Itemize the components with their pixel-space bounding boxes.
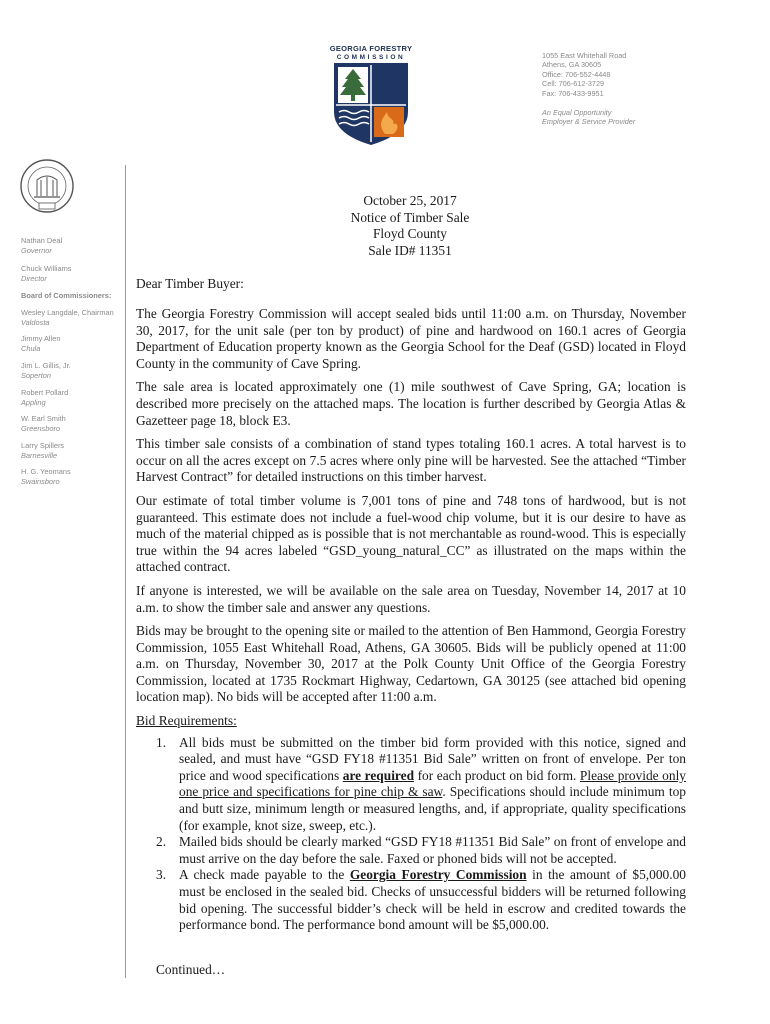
logo-name-line1: GEORGIA FORESTRY [329, 44, 413, 53]
commissioner-name: Wesley Langdale, Chairman [21, 308, 114, 317]
board-heading: Board of Commissioners: [21, 291, 112, 300]
commissioner-name: Jim L. Gillis, Jr. [21, 361, 71, 370]
body-paragraph: This timber sale consists of a combination of stand types totaling 160.1 acres. A total harvest is to occur on all the acres except on 7.5 acres where only pine will be harvested. See the attached “Timber Harvest Contract” for detailed instructions on this timber harvest. [136, 436, 686, 485]
bid-requirements-heading: Bid Requirements: [136, 713, 237, 729]
commissioner-place: Barnesville [21, 450, 58, 460]
requirement-text: A check made payable to the [179, 867, 350, 883]
address-street: 1055 East Whitehall Road [542, 51, 627, 60]
requirement-item [136, 735, 686, 835]
governor-name: Nathan Deal [21, 236, 63, 245]
requirement-number: 1. [156, 734, 167, 750]
bid-requirements-list [136, 735, 686, 934]
governor-entry [21, 236, 62, 255]
commissioner-name: Jimmy Allen [21, 334, 61, 343]
body-paragraph: The sale area is located approximately one (1) mile southwest of Cave Spring, GA; location is described more precisely on the attached maps. The location is further described by Georgia Atlas & Gazetteer page 18, block E3. [136, 379, 686, 428]
notice-header [300, 193, 520, 259]
requirement-item [136, 867, 686, 933]
commissioner-entry [21, 334, 60, 353]
commissioner-name: Larry Spillers [21, 441, 65, 450]
notice-county: Floyd County [372, 226, 448, 241]
commissioner-place: Soperton [21, 370, 51, 380]
georgia-state-seal [19, 158, 75, 214]
body-paragraph: If anyone is interested, we will be available on the sale area on Tuesday, November 14, 2017 at 10 a.m. to show the timber sale and answer any questions. [136, 582, 686, 615]
sidebar-divider [125, 165, 126, 978]
requirement-emphasis: are required [342, 767, 415, 783]
commissioner-entry [21, 388, 68, 407]
commissioner-place: Valdosta [21, 317, 50, 327]
sale-id: Sale ID# 11351 [368, 242, 452, 258]
commissioner-name: H. G. Yeomans [21, 467, 71, 476]
commissioner-entry [21, 414, 66, 433]
requirement-text: Mailed bids should be clearly marked “GSD FY18 #11351 Bid Sale” on front of envelope and must arrive on the day before the sale. Faxed or phoned bids will not be accepted. [179, 834, 686, 866]
commissioner-place: Appling [21, 397, 46, 407]
body-paragraph: The Georgia Forestry Commission will accept sealed bids until 11:00 a.m. on Thursday, November 30, 2017, for the unit sale (per ton by product) of pine and hardwood on 160.1 acres of Georgia Department of Education property known as the Georgia School for the Deaf (GSD) located in Floyd County in the community of Cave Spring. [136, 306, 686, 371]
letter-date: October 25, 2017 [363, 193, 457, 208]
commissioner-name: W. Earl Smith [21, 414, 66, 423]
letter-body [136, 306, 686, 934]
requirement-text: for each product on bid form. [414, 767, 580, 783]
requirement-number: 3. [156, 867, 167, 883]
director-name: Chuck Williams [21, 264, 72, 273]
address-fax: Fax: 706-433-9951 [542, 88, 604, 98]
requirement-underlined: Please provide only one price and specifications for pine chip & saw [179, 767, 686, 800]
address-cell-phone: Cell: 706-612-3729 [542, 79, 605, 89]
logo-name-line2: COMMISSION [336, 54, 406, 61]
requirement-text: All bids must be submitted on the timber bid form provided with this notice, signed and sealed, and must have “GSD FY18 #11351 Bid Sale” written on front of envelope. Per ton price and wood specifications [179, 734, 686, 783]
director-entry [21, 264, 72, 283]
requirement-text: . Specifications should include minimum top and butt size, minimum length or measured lengths, and, if appropriate, quality specifications (for example, knot size, sweep, etc.). [179, 784, 686, 833]
payee-name: Georgia Forestry Commission [349, 867, 527, 883]
forestry-shield-logo [333, 62, 409, 146]
commissioner-place: Greensboro [21, 423, 61, 433]
address-city: Athens, GA 30605 [542, 60, 602, 70]
governor-title: Governor [21, 245, 52, 255]
continued-marker: Continued… [156, 962, 226, 977]
notice-title: Notice of Timber Sale [350, 209, 470, 225]
requirement-text: in the amount of $5,000.00 must be enclosed in the sealed bid. Checks of unsuccessful bidders will be returned following bid opening. The successful bidder’s check will be held in escrow and credited towards the performance bond. The performance bond amount will be $5,000.00. [179, 867, 686, 933]
commissioner-name: Robert Pollard [21, 388, 69, 397]
agency-address [542, 51, 635, 127]
salutation: Dear Timber Buyer: [136, 276, 244, 291]
agency-logo-title [318, 44, 424, 62]
commissioner-entry [21, 467, 71, 486]
commissioner-place: Chula [21, 343, 41, 353]
commissioner-entry [21, 441, 64, 460]
body-paragraph: Bids may be brought to the opening site or mailed to the attention of Ben Hammond, Georgia Forestry Commission, 1055 East Whitehall Road, Athens, GA 30605. Bids will be publicly opened at 11:00 a.m. on Thursday, November 30, 2017 at the Polk County Unit Office of the Georgia Forestry Commission, located at 1735 Rockmart Highway, Cedartown, GA 30125 (see attached bid opening location map). No bids will be accepted after 11:00 a.m. [136, 623, 686, 705]
body-paragraph: Our estimate of total timber volume is 7,001 tons of pine and 748 tons of hardwood, but is not guaranteed. This estimate does not include a fuel-wood chip volume, but it is our desire to have as much of the material chipped as is possible that is not merchantable as round-wood. This is especially true within the 94 acres labeled “GSD_young_natural_CC” as illustrated on the maps within the attached contract. [136, 492, 686, 575]
eeo-line-2: Employer & Service Provider [542, 117, 636, 127]
address-office-phone: Office: 706-552-4448 [542, 69, 611, 79]
requirement-number: 2. [156, 834, 167, 850]
commissioner-entry [21, 361, 71, 380]
commissioner-place: Swainsboro [21, 476, 60, 486]
director-title: Director [21, 273, 47, 283]
requirement-item [136, 834, 686, 867]
commissioner-entry [21, 308, 114, 327]
eeo-line-1: An Equal Opportunity [542, 108, 612, 118]
